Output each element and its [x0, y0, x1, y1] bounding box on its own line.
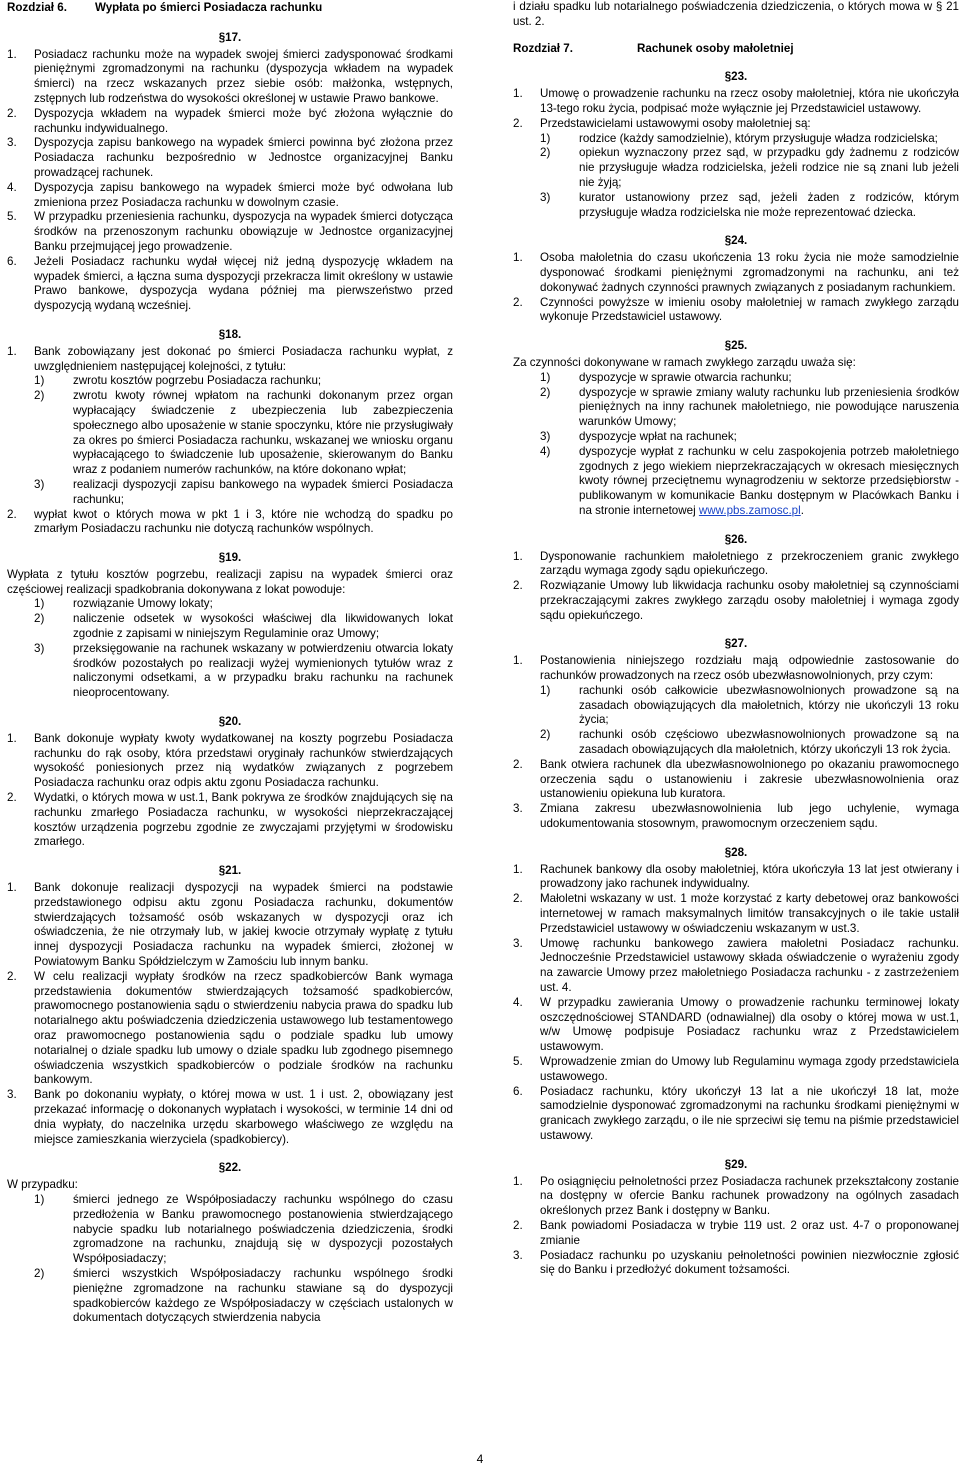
list-item: 1. Po osiągnięciu pełnoletności przez Posiadacza rachunek przekształcony zostanie na dostępny w ofercie Banku rachunek prowadzony na ogólnych zasadach określonych przez Bank i dostępny w Banku. [513, 1174, 959, 1218]
section-heading-26: §26. [724, 532, 748, 546]
sub-item: 2) naliczenie odsetek w wysokości właściwej dla likwidowanych lokat zgodnie z zapisami w niniejszym Regulaminie oraz Umowy; [34, 612, 453, 641]
section-intro: Wypłata z tytułu kosztów pogrzebu, realizacji zapisu na wypadek śmierci oraz częściowej realizacji spadkobrania dokonywana z lokat powoduje: [7, 567, 453, 596]
list-item: 1. Osoba małoletnia do czasu ukończenia 13 roku życia nie może samodzielnie dysponować środkami pieniężnymi zgromadzonymi na rachunku, ani też dokonywać żadnych czynności prawnych związanych z posiadanym rachunkiem. [513, 251, 959, 294]
list-item: 2. Małoletni wskazany w ust. 1 może korzystać z karty debetowej oraz bankowości internetowej w ramach maksymalnych limitów transakcyjnych o ile takie ustalił Przedstawiciel ustawowy w oświadczeniu wskazanym w ust.3. [513, 892, 959, 935]
section-intro: W przypadku: [7, 1178, 78, 1192]
sub-item: 3) dyspozycje wpłat na rachunek; [540, 429, 737, 443]
list-item: 5. Wprowadzenie zmian do Umowy lub Regulaminu wymaga zgody przedstawiciela ustawowego. [513, 1055, 959, 1083]
section-20 [7, 732, 453, 850]
list-item: 1. Bank dokonuje wypłaty kwoty wydatkowanej na koszty pogrzebu Posiadacza rachunku do rąk osoby, która przedstawi oryginały rachunków stwierdzających wysokość poniesionych przez nią wydatków związanych z pogrzebem Posiadacza rachunku oraz odpis aktu zgonu Posiadacza rachunku. [7, 731, 453, 790]
sub-item: 1) rodzice (każdy samodzielnie), którym przysługuje władza rodzicielska; [540, 131, 938, 145]
section-26 [513, 550, 959, 624]
section-29 [513, 1175, 959, 1279]
list-item: 2. Bank powiadomi Posiadacza w trybie 119 ust. 2 oraz ust. 4-7 o proponowanej zmianie [513, 1218, 959, 1247]
chapter-7-heading [513, 41, 959, 57]
sub-item: 4) dyspozycje wypłat z rachunku w celu zaspokojenia potrzeb małoletniego zgodnych z jego wiekiem nieprzekraczających w okresach miesięcznych kwoty równej przeciętnemu wynagrodzeniu w sektorze przedsiębiorstw - publikowanym w komunikacie Banku dostępnym w Placówkach Banku i na stronie internetowej www.pbs.zamosc.pl. [540, 444, 959, 517]
list-item: 1. Rachunek bankowy dla osoby małoletniej, która ukończyła 13 lat jest otwierany i prowadzony jako rachunek indywidualny. [513, 862, 959, 891]
sub-item: 2) zwrotu kwoty równej wpłatom na rachunki dokonanym przez organ wypłacający świadczenie z ubezpieczenia lub zabezpieczenia społecznego albo uposażenie w stanie spoczynku, które nie przysługiwały za okres po śmierci Posiadacza rachunku, wskazanej we wniosku organu wypłacającego to świadczenie lub uposażenie, skierowanym do Banku wraz z podaniem numerów rachunków, na które dokonano wpłat; [34, 389, 453, 477]
sub-item: 2) rachunki osób częściowo ubezwłasnowolnionych prowadzone są na zasadach obowiązujących dla małoletnich, którzy ukończyli 13 rok życia. [540, 728, 959, 757]
section-heading-22: §22. [218, 1161, 242, 1175]
list-item: 3. Dyspozycja zapisu bankowego na wypadek śmierci powinna być złożona przez Posiadacza rachunku bezpośrednio w Jednostce organizacyjnej Banku prowadzącej rachunek. [7, 136, 453, 179]
section-heading-20: §20. [218, 715, 242, 729]
section-heading-21: §21. [218, 864, 242, 878]
sub-item: 2) dyspozycje w sprawie zmiany waluty rachunku lub przeniesienia środków pieniężnych na inny rachunek małoletniego, nie powodujące naruszenia warunków Umowy; [540, 385, 959, 429]
chapter-title: Rachunek osoby małoletniej [637, 41, 794, 55]
list-item: 2. Przedstawicielami ustawowymi osoby małoletniej są: [513, 116, 811, 130]
bank-website-link[interactable]: www.pbs.zamosc.pl [698, 503, 801, 517]
section-21 [7, 881, 453, 1147]
section-25 [513, 356, 959, 519]
list-item: 3. Posiadacz rachunku po uzyskaniu pełnoletności powinien niezwłocznie zgłosić się do Banku i przedłożyć dokument tożsamości. [513, 1248, 959, 1277]
left-column [7, 0, 453, 1326]
list-item: 2. wypłat kwot o których mowa w pkt 1 i 3, które nie wchodzą do spadku po zmarłym Posiadaczu rachunku nie dotyczą rachunków wspólnych. [7, 507, 453, 536]
chapter-6-heading [7, 0, 453, 16]
sub-item: 1) zwrotu kosztów pogrzebu Posiadacza rachunku; [34, 374, 322, 388]
section-heading-18: §18. [218, 327, 242, 341]
page-number: 4 [476, 1452, 484, 1466]
list-item: 4. Dyspozycja zapisu bankowego na wypadek śmierci może być odwołana lub zmieniona przez Posiadacza rachunku w dowolnym czasie. [7, 180, 453, 209]
list-item: 2. Wydatki, o których mowa w ust.1, Bank pokrywa ze środków znajdujących się na rachunku zmarłego Posiadacza rachunku, w wysokości nieprzekraczającej kosztów urządzenia pogrzebu zgodnie ze zwyczajami przyjętymi w środowisku zmarłego. [7, 791, 453, 849]
section-heading-17: §17. [218, 30, 242, 44]
list-item: 2. Czynności powyższe w imieniu osoby małoletniej w ramach zwykłego zarządu wykonuje Przedstawiciel ustawowy. [513, 295, 959, 324]
section-intro: Za czynności dokonywane w ramach zwykłego zarządu uważa się: [513, 355, 856, 369]
list-item: 1. Bank zobowiązany jest dokonać po śmierci Posiadacza rachunku wypłat, z uwzględnieniem następującej kolejności, z tytułu: [7, 344, 453, 373]
sub-item: 1) dyspozycje w sprawie otwarcia rachunku; [540, 370, 792, 384]
list-item: 2. Bank otwiera rachunek dla ubezwłasnowolnionego po okazaniu prawomocnego orzeczenia sądu o ustanowieniu i zakresie ubezwłasnowolnienia oraz ustanowieniu opiekuna lub kuratora. [513, 757, 959, 801]
list-item: 2. W celu realizacji wypłaty środków na rzecz spadkobierców Bank wymaga przedstawienia dokumentów stwierdzających tożsamość spadkobierców, prawomocnego postanowienia sądu o stwierdzeniu nabycia prawa do spadku lub notarialnego aktu poświadczenia dziedziczenia ustawowego lub testamentowego oraz prawomocnego postanowienia sądu o podziale spadku lub umowy notarialnej o dziale spadku lub umowy o dziale spadku lub zgodnego pisemnego oświadczenia wszystkich spadkobierców o podziale środków na rachunku bankowym. [7, 969, 453, 1087]
section-19 [7, 568, 453, 701]
section-heading-25: §25. [724, 339, 748, 353]
continuation-text: i działu spadku lub notarialnego poświadczenia dziedziczenia, o których mowa w § 21 ust. 2. [513, 0, 959, 28]
list-item: 4. W przypadku zawierania Umowy o prowadzenie rachunku terminowej lokaty oszczędnościowej STANDARD (odnawialnej) dla osoby o której mowa w ust.1, w/w Umowę podpisuje Posiadacz rachunku wraz z Przedstawicielem ustawowym. [513, 995, 959, 1054]
list-item: 6. Jeżeli Posiadacz rachunku wydał więcej niż jedną dyspozycję wkładem na wypadek śmierci, a łączna suma dyspozycji przekracza limit określony w ustawie Prawo bankowe, dyspozycja wydana później ma pierwszeństwo przed dyspozycją wydaną wcześniej. [7, 254, 453, 313]
section-28 [513, 863, 959, 1144]
chapter-title: Wypłata po śmierci Posiadacza rachunku [95, 1, 323, 14]
sub-item: 3) realizacji dyspozycji zapisu bankowego na wypadek śmierci Posiadacza rachunku; [34, 477, 453, 506]
section-heading-24: §24. [724, 234, 748, 248]
section-22 [7, 1178, 453, 1326]
list-item: 3. Umowę rachunku bankowego zawiera małoletni Posiadacz rachunku. Jednocześnie Przedstawiciel ustawowy składa oświadczenie o wyrażeniu zgody na zawarcie Umowy przez małoletniego Posiadacza rachunku - z zastrzeżeniem ust. 4. [513, 936, 959, 995]
sub-item: 1) rachunki osób całkowicie ubezwłasnowolnionych prowadzone są na zasadach obowiązujących dla małoletnich, którzy nie ukończyli 13 roku życia; [540, 683, 959, 727]
section-heading-28: §28. [724, 845, 748, 859]
list-item: 1. Bank dokonuje realizacji dyspozycji na wypadek śmierci na podstawie przedstawionego odpisu aktu zgonu Posiadacza rachunku, dokumentów stwierdzających tożsamość osób wskazanych w dyspozycji oraz ich oświadczenia, że nie otrzymały lub, w jakiej kwocie otrzymały wypłatę z tytułu innej dyspozycji Posiadacza rachunku na wypadek śmierci, złożonej w Powiatowym Banku Spółdzielczym w Zamościu lub innym banku. [7, 881, 453, 969]
list-item: 5. W przypadku przeniesienia rachunku, dyspozycja na wypadek śmierci dotycząca środków na przenoszonym rachunku obowiązuje w Jednostce organizacyjnej Banku przejmującej jego prowadzenie. [7, 210, 453, 253]
section-heading-19: §19. [218, 551, 242, 565]
section-27 [513, 654, 959, 832]
list-item: 1. Umowę o prowadzenie rachunku na rzecz osoby małoletniej, która nie ukończyła 13-tego roku życia, podpisać może wyłącznie jej Przedstawiciel ustawowy. [513, 87, 959, 115]
section-23 [513, 87, 959, 220]
list-item: 3. Bank po dokonaniu wypłaty, o której mowa w ust. 1 i ust. 2, obowiązany jest przekazać informację o dokonanych wypłatach i wysokości, w terminie 14 dni od dnia wypłaty, do naczelnika urzędu skarbowego właściwego ze względu na miejsce zamieszkania wierzyciela (spadkobiercy). [7, 1088, 453, 1146]
section-heading-29: §29. [724, 1157, 748, 1171]
sub-item: 2) opiekun wyznaczony przez sąd, w przypadku gdy żadnemu z rodziców nie przysługuje władza rodzicielska, jeżeli rodzice nie są znani lub jeżeli nie żyją; [540, 146, 959, 189]
sub-item: 1) rozwiązanie Umowy lokaty; [34, 597, 213, 611]
list-item: 1. Postanowienia niniejszego rozdziału mają odpowiednie zastosowanie do rachunków prowadzonych na rzecz osób ubezwłasnowolnionych, przy czym: [513, 654, 959, 683]
sub-item: 1) śmierci jednego ze Współposiadaczy rachunku wspólnego do czasu przedłożenia w Banku prawomocnego postanowienia stwierdzającego nabycie spadku lub notarialnego poświadczenia dziedziczenia, środki zgromadzone na rachunku, znajdują się w dyspozycji pozostałych Współposiadaczy; [34, 1192, 453, 1266]
section-heading-27: §27. [724, 637, 748, 651]
section-17 [7, 48, 453, 314]
chapter-label: Rozdział 6. [7, 1, 67, 14]
sub-item: 2) śmierci wszystkich Współposiadaczy rachunku wspólnego środki pieniężne zgromadzone na rachunku stawiane są do dyspozycji spadkobierców każdego ze Współposiadaczy w częściach ustalonych w dokumentach dotyczących stwierdzenia nabycia [34, 1266, 453, 1325]
section-24 [513, 251, 959, 325]
section-18 [7, 345, 453, 537]
list-item: 6. Posiadacz rachunku, który ukończył 13 lat a nie ukończył 18 lat, może samodzielnie dysponować zgromadzonymi na rachunku środkami pieniężnymi w granicach zwykłego zarządu, o ile nie sprzeciwi się temu na piśmie przedstawiciel ustawowy. [513, 1084, 959, 1142]
list-item: 2. Rozwiązanie Umowy lub likwidacja rachunku osoby małoletniej są czynnościami przekraczającymi zakres zwykłego zarządu osoby małoletniej i wymaga zgody sądu opiekuńczego. [513, 579, 959, 622]
list-item: 1. Dysponowanie rachunkiem małoletniego z przekroczeniem granic zwykłego zarządu wymaga zgody sądu opiekuńczego. [513, 549, 959, 578]
sub-item: 3) kurator ustanowiony przez sąd, jeżeli żaden z rodziców, którym przysługuje władza rodzicielska nie może reprezentować dziecka. [540, 190, 959, 219]
list-item: 1. Posiadacz rachunku może na wypadek swojej śmierci zadysponować środkami pieniężnymi zgromadzonymi na rachunku (dyspozycja wkładem na wypadek śmierci) na rzecz wskazanych przez siebie osób: małżonka, wstępnych, zstępnych lub rodzeństwa do wysokości określonej w ustawie Prawo bankowe. [7, 47, 453, 105]
list-item: 3. Zmiana zakresu ubezwłasnowolnienia lub jego uchylenie, wymaga udokumentowania stosownym, prawomocnym orzeczeniem sądu. [513, 802, 959, 831]
right-column [513, 0, 959, 1278]
chapter-label: Rozdział 7. [513, 41, 573, 55]
sub-item: 3) przeksięgowanie na rachunek wskazany w potwierdzeniu otwarcia lokaty środków pozostałych po realizacji wyżej wymienionych tytułów wraz z naliczonymi odsetkami, a w przypadku braku rachunku na rachunek nieoprocentowany. [34, 641, 453, 700]
section-heading-23: §23. [724, 70, 748, 84]
list-item: 2. Dyspozycja wkładem na wypadek śmierci może być złożona wyłącznie do rachunku indywidualnego. [7, 106, 453, 135]
